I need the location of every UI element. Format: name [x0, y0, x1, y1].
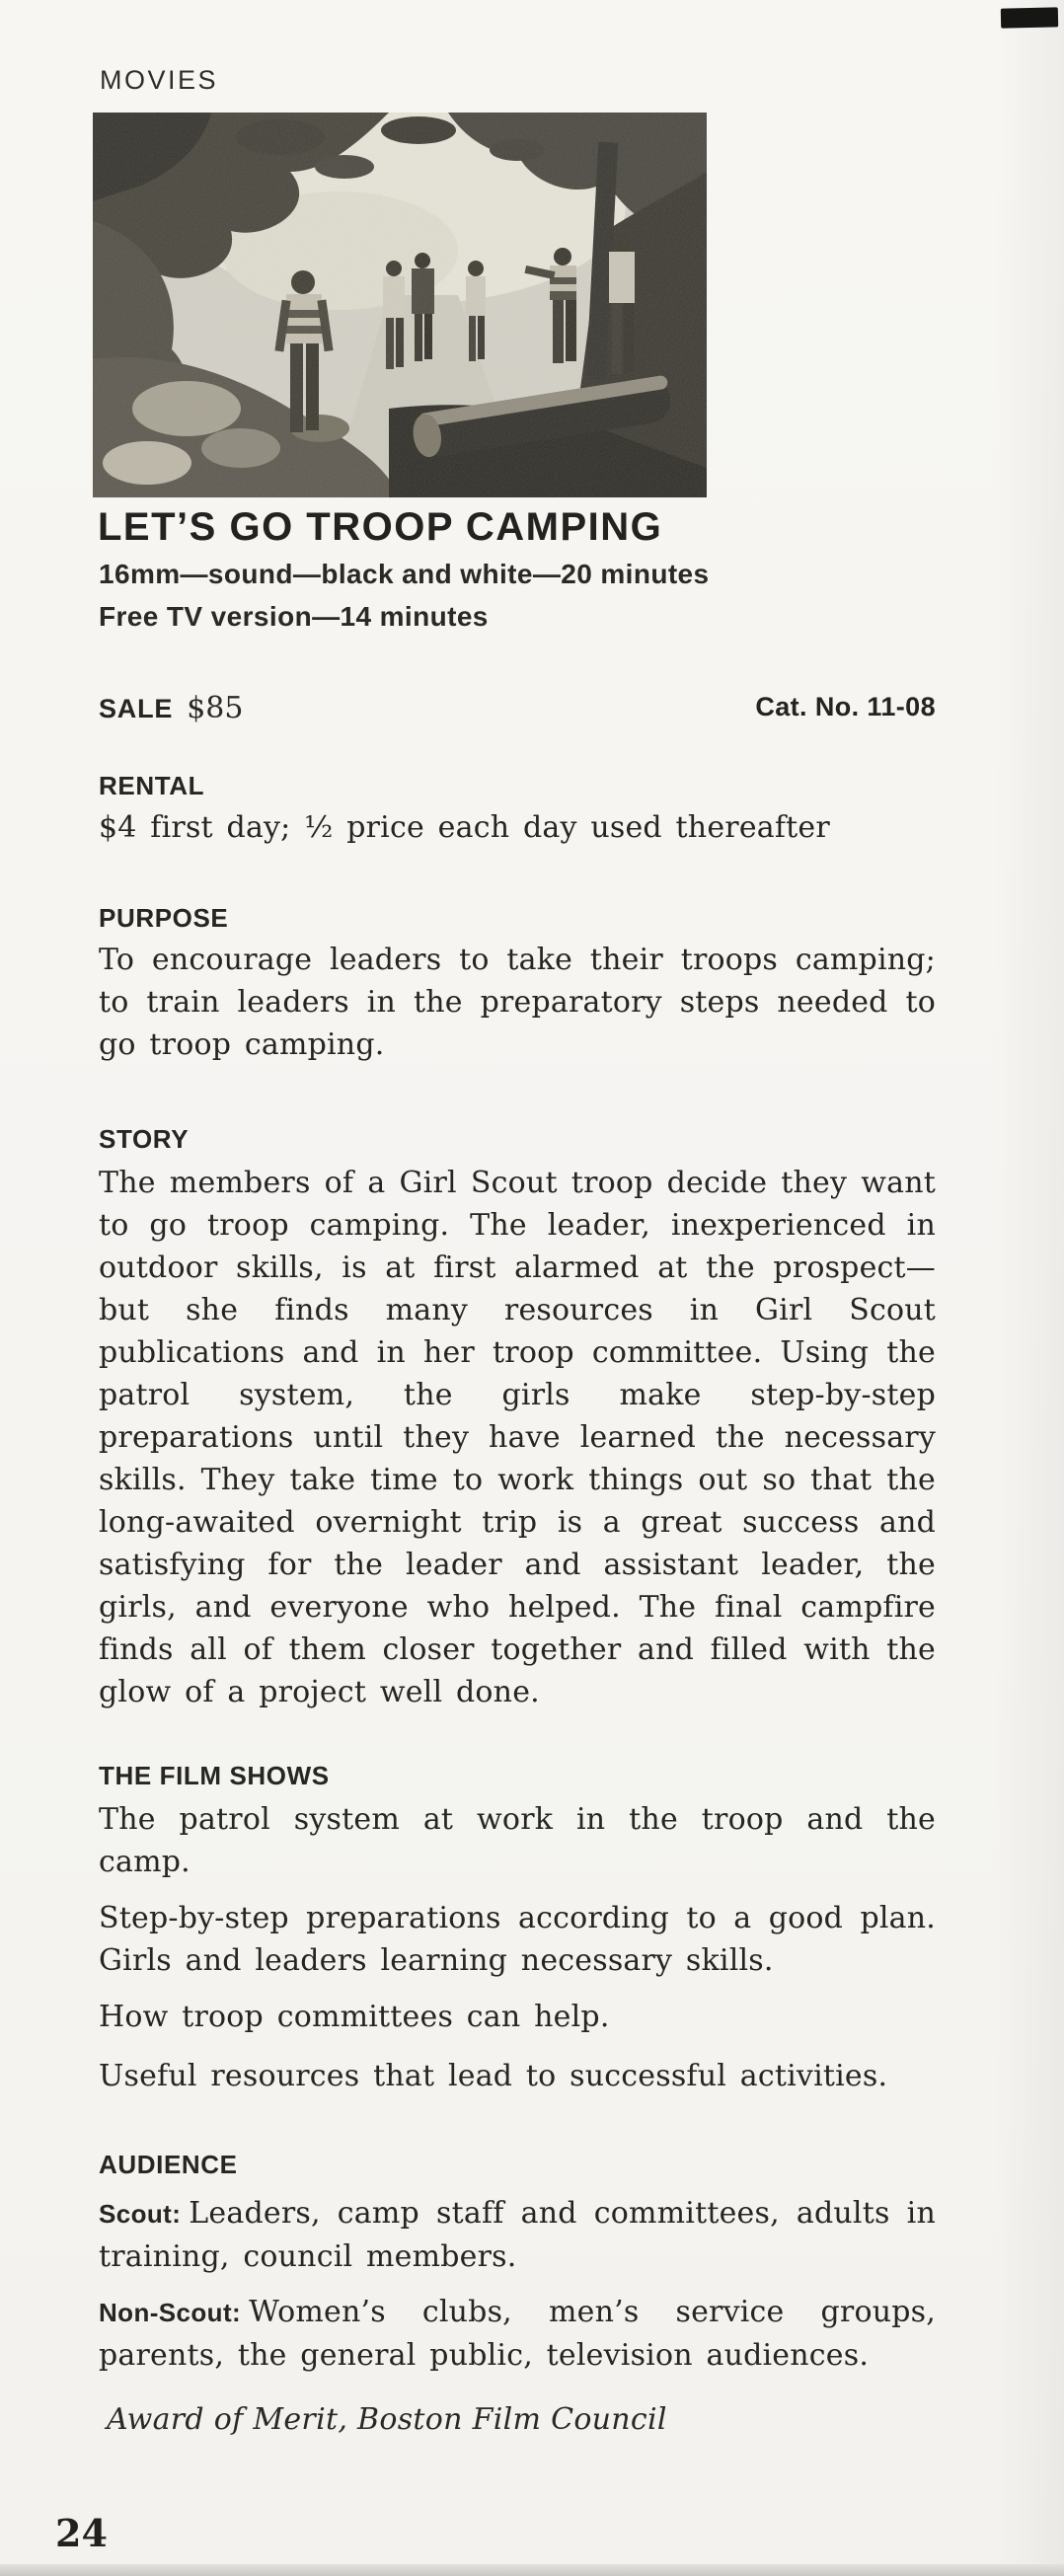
purpose-text: To encourage leaders to take their troops camping; to train leaders in the preparatory steps needed to go troop camping. — [99, 943, 936, 1062]
trail-photo-illustration — [93, 113, 707, 497]
film-shows-item: How troop committees can help. — [99, 2000, 610, 2034]
non-scout-text: Women’s clubs, men’s service groups, parents, the general public, television audiences. — [99, 2295, 936, 2373]
film-shows-item: Step-by-step preparations according to a good plan. Girls and leaders learning necessary skills. — [99, 1901, 936, 1978]
catalog-number: Cat. No. 11-08 — [755, 692, 936, 721]
film-specs-line1: 16mm—sound—black and white—20 minutes — [99, 559, 710, 589]
section-heading-rental: RENTAL — [99, 771, 205, 800]
film-still-photo — [93, 113, 707, 497]
sale-price: $85 — [187, 691, 244, 725]
film-shows-item: The patrol system at work in the troop and the camp. — [99, 1802, 936, 1879]
film-shows-item: Useful resources that lead to successful activities. — [99, 2059, 888, 2093]
sale-row — [99, 691, 936, 734]
non-scout-label: Non-Scout: — [99, 2298, 242, 2327]
award-note: Award of Merit, Boston Film Council — [107, 2402, 667, 2437]
section-heading-story: STORY — [99, 1124, 190, 1154]
audience-scout — [99, 2192, 936, 2278]
film-title: LET’S GO TROOP CAMPING — [98, 505, 663, 549]
scout-text: Leaders, camp staff and committees, adults in training, council members. — [99, 2196, 936, 2274]
section-heading-purpose: PURPOSE — [99, 903, 229, 933]
story-text: The members of a Girl Scout troop decide they want to go troop camping. The leader, inexperienced in outdoor skills, is at first alarmed at the prospect—but she finds many resources in Girl Scout publications and in her troop committee. Using the patrol system, the girls make step-by-step preparations until they have learned the necessary skills. They take time to work things out so that the long-awaited overnight trip is a great success and satisfying for the leader and assistant leader, the girls, and everyone who helped. The final campfire finds all of them closer together and filled with the glow of a project well done. — [99, 1166, 936, 1709]
scan-artifact-mark — [1001, 7, 1058, 28]
page-header: MOVIES — [100, 65, 219, 95]
section-heading-audience: AUDIENCE — [99, 2150, 238, 2179]
film-specs — [99, 553, 710, 638]
sale-label: SALE — [99, 694, 174, 723]
page-bottom-scan-edge — [0, 2564, 1064, 2576]
scout-label: Scout: — [99, 2199, 182, 2229]
scan-edge-shading — [995, 0, 1064, 2576]
film-specs-line2: Free TV version—14 minutes — [99, 601, 489, 632]
rental-terms: $4 first day; ½ price each day used thereafter — [99, 810, 830, 845]
audience-non-scout — [99, 2291, 936, 2377]
page-number: 24 — [55, 2511, 108, 2555]
section-heading-film-shows: THE FILM SHOWS — [99, 1761, 330, 1790]
